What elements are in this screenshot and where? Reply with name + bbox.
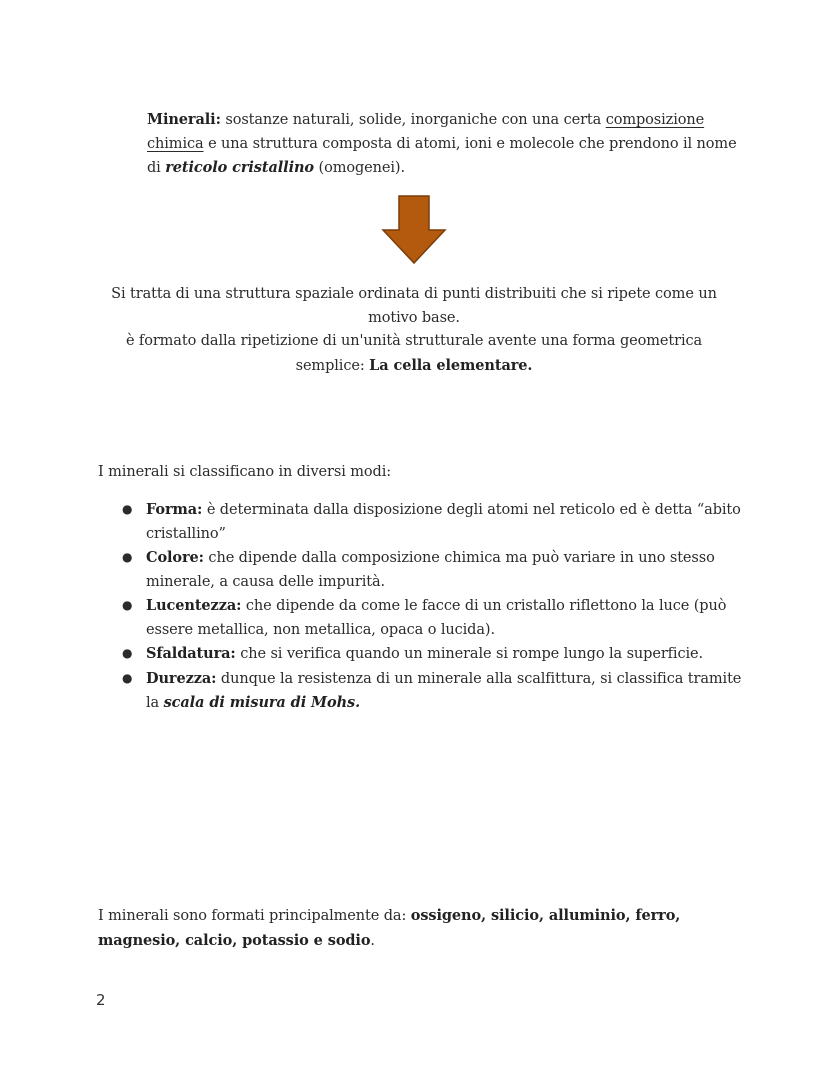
lattice-description [98,283,730,378]
item-text: è determinata dalla disposizione degli atomi nel reticolo ed è detta “abito cristallino” [146,502,741,542]
elements-paragraph [98,904,718,953]
arrow-shape [383,196,445,263]
properties-list [118,498,758,716]
item-term: Colore: [146,549,204,566]
lattice-line-1: Si tratta di una struttura spaziale ordinata di punti distribuiti che si ripete come un motivo base. [111,286,717,326]
item-term: Forma: [146,501,203,518]
lattice-line-2-text: è formato dalla ripetizione di un'unità strutturale avente una forma geometrica semplice: [125,333,703,374]
bullet-icon: ● [122,598,133,612]
list-item-durezza [118,667,758,716]
item-text: che si verifica quando un minerale si rompe lungo la superficie. [235,646,704,662]
item-text: dunque la resistenza di un minerale alla scalfittura, si classifica tramite la [146,670,742,711]
definition-text-2: e una struttura composta di atomi, ioni e molecole che prendono il nome di [147,135,737,176]
elements-text: I minerali sono formati principalmente da: [98,908,411,924]
definition-text: sostanze naturali, solide, inorganiche con una certa [220,112,606,128]
list-item-sfaldatura [118,642,758,667]
elements-end: . [370,932,375,949]
classification-intro: I minerali si classificano in diversi modi: [98,464,392,480]
bullet-icon: ● [122,550,133,564]
item-term: Lucentezza: [146,597,242,614]
mohs-scale-emphasis: scala di misura di Mohs. [163,694,361,711]
unit-cell-term: La cella elementare. [369,356,533,374]
list-item-lucentezza [118,594,758,642]
item-term: Sfaldatura: [146,645,236,662]
composition-link[interactable]: composizione chimica [147,112,705,152]
bullet-icon: ● [122,502,133,516]
item-text: che dipende da come le facce di un cristallo riflettono la luce (può essere metallica, non metallica, opaca o lucida). [146,598,727,638]
elements-list: ossigeno, silicio, alluminio, ferro, magnesio, calcio, potassio e sodio [98,907,681,949]
list-item-forma [118,498,758,546]
item-term: Durezza: [146,669,217,687]
bullet-icon: ● [122,670,133,685]
item-text: che dipende dalla composizione chimica ma può variare in uno stesso minerale, a causa delle impurità. [146,550,715,590]
lattice-line-2 [98,330,730,378]
mineral-definition [147,108,737,181]
definition-end: (omogenei). [314,160,405,176]
definition-emphasis: reticolo cristallino [165,159,315,176]
list-item-colore [118,546,758,594]
definition-term: Minerali: [147,111,221,128]
down-arrow-icon [380,194,448,266]
page-number: 2 [96,991,106,1009]
bullet-icon: ● [122,646,133,660]
